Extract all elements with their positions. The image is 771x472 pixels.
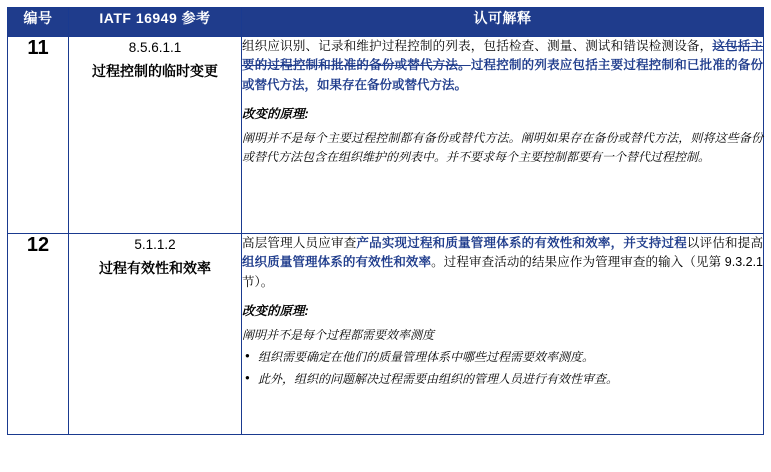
iatf-interpretation-table [7,7,764,435]
explanation-paragraph [242,234,763,292]
column-header-no: 编号 [8,8,69,37]
row-explanation [242,234,764,435]
reference-title: 过程控制的临时变更 [92,62,218,79]
rationale-body: 阐明并不是每个过程都需要效率测度 [242,327,435,342]
explanation-text-struck: 这包括主要的过程控制和批准的备份或替代方法。 [242,39,763,73]
table-body [8,37,764,435]
row-number: 11 [8,37,69,234]
explanation-paragraph [242,37,763,95]
rationale-heading: 改变的原理: [242,304,309,319]
reference-number: 8.5.6.1.1 [128,40,182,55]
reference-number: 5.1.1.2 [134,237,176,252]
column-header-explanation: 认可解释 [242,8,764,37]
table-header-row [8,8,764,37]
table-header [8,8,764,37]
rationale-body: 阐明并不是每个主要过程控制都有备份或替代方法。阐明如果存在备份或替代方法，则将这些备份或替代方法包含在组织维护的列表中。并不要求每个主要控制都要有一个替代过程控制。 [242,130,763,164]
document-page [0,7,771,472]
explanation-text-highlight: 过程控制的列表应包括主要过程控制和已批准的备份或替代方法，如果存在备份或替代方法。 [242,58,763,92]
row-reference [69,37,242,234]
reference-title: 过程有效性和效率 [99,259,211,276]
explanation-text-plain-3: 。过程审查活动的结果应作为管理审查的输入（见第 9.3.2.1节）。 [242,255,763,289]
explanation-text-plain: 高层管理人员应审查 [242,236,357,250]
column-header-reference: IATF 16949 参考 [69,8,242,37]
row-reference [69,234,242,435]
table-row [8,234,764,435]
row-explanation [242,37,764,234]
explanation-text-plain-2: 以评估和提高 [686,236,763,250]
explanation-text-highlight: 产品实现过程和质量管理体系的有效性和效率，并支持过程 [356,236,687,250]
table-row [8,37,764,234]
rationale-bullet: ● 此外，组织的问题解决过程需要由组织的管理人员进行有效性审查。 [258,370,763,389]
rationale-heading: 改变的原理: [242,107,309,122]
row-number: 12 [8,234,69,435]
explanation-text-highlight-2: 组织质量管理体系的有效性和效率 [242,255,432,270]
explanation-text-plain: 组织应识别、记录和维护过程控制的列表，包括检查、测量、测试和错误检测设备， [242,39,713,53]
rationale-bullet: ● 组织需要确定在他们的质量管理体系中哪些过程需要效率测度。 [258,348,763,367]
